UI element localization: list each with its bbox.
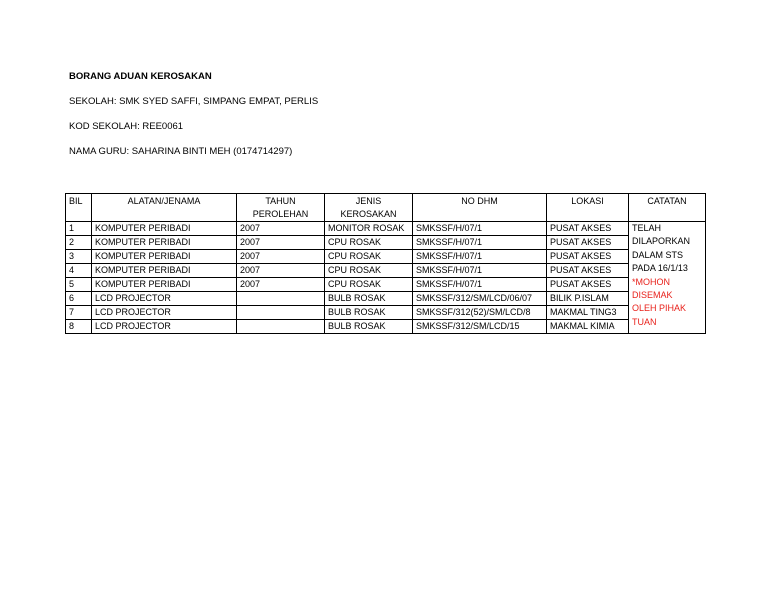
table-row [66,278,706,292]
cell-jenis: CPU ROSAK [325,250,413,264]
header-tahun-line1: TAHUN [265,196,296,206]
cell-tahun [237,292,325,306]
table-header-row [66,194,706,222]
cell-jenis: BULB ROSAK [325,306,413,320]
table-row [66,222,706,236]
teacher-name: NAMA GURU: SAHARINA BINTI MEH (0174714297) [69,146,293,157]
cell-jenis: CPU ROSAK [325,236,413,250]
catatan-line: PADA 16/1/13 [632,263,688,274]
header-alatan: ALATAN/JENAMA [92,194,237,222]
cell-alatan: KOMPUTER PERIBADI [92,278,237,292]
cell-tahun: 2007 [237,250,325,264]
cell-bil: 3 [66,250,92,264]
cell-lokasi: PUSAT AKSES [547,264,629,278]
catatan-line: DALAM STS [632,249,684,260]
cell-alatan: LCD PROJECTOR [92,306,237,320]
catatan-line: DILAPORKAN [632,236,691,247]
header-bil: BIL [66,194,92,222]
cell-jenis: MONITOR ROSAK [325,222,413,236]
catatan-line: TELAH [632,223,662,233]
header-jenis-line1: JENIS [355,196,382,206]
header-tahun-line2: PEROLEHAN [252,209,309,219]
cell-jenis: CPU ROSAK [325,264,413,278]
cell-catatan [629,222,706,334]
cell-lokasi: MAKMAL KIMIA [547,320,629,334]
cell-no-dhm: SMKSSF/312/SM/LCD/06/07 [413,292,547,306]
cell-alatan: LCD PROJECTOR [92,292,237,306]
cell-no-dhm: SMKSSF/H/07/1 [413,222,547,236]
header-jenis [325,194,413,222]
cell-no-dhm: SMKSSF/H/07/1 [413,264,547,278]
cell-alatan: KOMPUTER PERIBADI [92,222,237,236]
header-lokasi: LOKASI [547,194,629,222]
header-jenis-line2: KEROSAKAN [340,209,397,219]
catatan-line: DISEMAK [632,290,673,301]
table-body [66,222,706,334]
cell-no-dhm: SMKSSF/H/07/1 [413,236,547,250]
cell-tahun: 2007 [237,222,325,236]
cell-lokasi: BILIK P.ISLAM [547,292,629,306]
cell-lokasi: PUSAT AKSES [547,236,629,250]
cell-no-dhm: SMKSSF/312/SM/LCD/15 [413,320,547,334]
cell-alatan: LCD PROJECTOR [92,320,237,334]
cell-bil: 8 [66,320,92,334]
school-code: KOD SEKOLAH: REE0061 [69,121,184,132]
cell-bil: 6 [66,292,92,306]
cell-tahun [237,320,325,334]
cell-no-dhm: SMKSSF/H/07/1 [413,278,547,292]
complaint-table [65,193,706,334]
cell-jenis: CPU ROSAK [325,278,413,292]
cell-bil: 1 [66,222,92,236]
table-row [66,320,706,334]
cell-bil: 4 [66,264,92,278]
cell-alatan: KOMPUTER PERIBADI [92,250,237,264]
school-name: SEKOLAH: SMK SYED SAFFI, SIMPANG EMPAT, PERLIS [69,96,319,107]
cell-no-dhm: SMKSSF/H/07/1 [413,250,547,264]
cell-lokasi: MAKMAL TING3 [547,306,629,320]
cell-bil: 2 [66,236,92,250]
cell-jenis: BULB ROSAK [325,320,413,334]
table-row [66,306,706,320]
form-title: BORANG ADUAN KEROSAKAN [69,71,212,82]
table-row [66,292,706,306]
table-row [66,236,706,250]
header-no-dhm: NO DHM [413,194,547,222]
table-row [66,264,706,278]
catatan-line: OLEH PIHAK [632,303,687,314]
catatan-line: *MOHON [632,276,670,287]
cell-lokasi: PUSAT AKSES [547,278,629,292]
cell-alatan: KOMPUTER PERIBADI [92,236,237,250]
cell-bil: 5 [66,278,92,292]
cell-tahun: 2007 [237,278,325,292]
cell-tahun: 2007 [237,236,325,250]
table-row [66,250,706,264]
cell-tahun [237,306,325,320]
header-catatan: CATATAN [629,194,706,222]
header-tahun [237,194,325,222]
cell-tahun: 2007 [237,264,325,278]
cell-jenis: BULB ROSAK [325,292,413,306]
catatan-line: TUAN [632,316,657,327]
cell-no-dhm: SMKSSF/312(52)/SM/LCD/8 [413,306,547,320]
cell-bil: 7 [66,306,92,320]
cell-lokasi: PUSAT AKSES [547,222,629,236]
cell-alatan: KOMPUTER PERIBADI [92,264,237,278]
cell-lokasi: PUSAT AKSES [547,250,629,264]
